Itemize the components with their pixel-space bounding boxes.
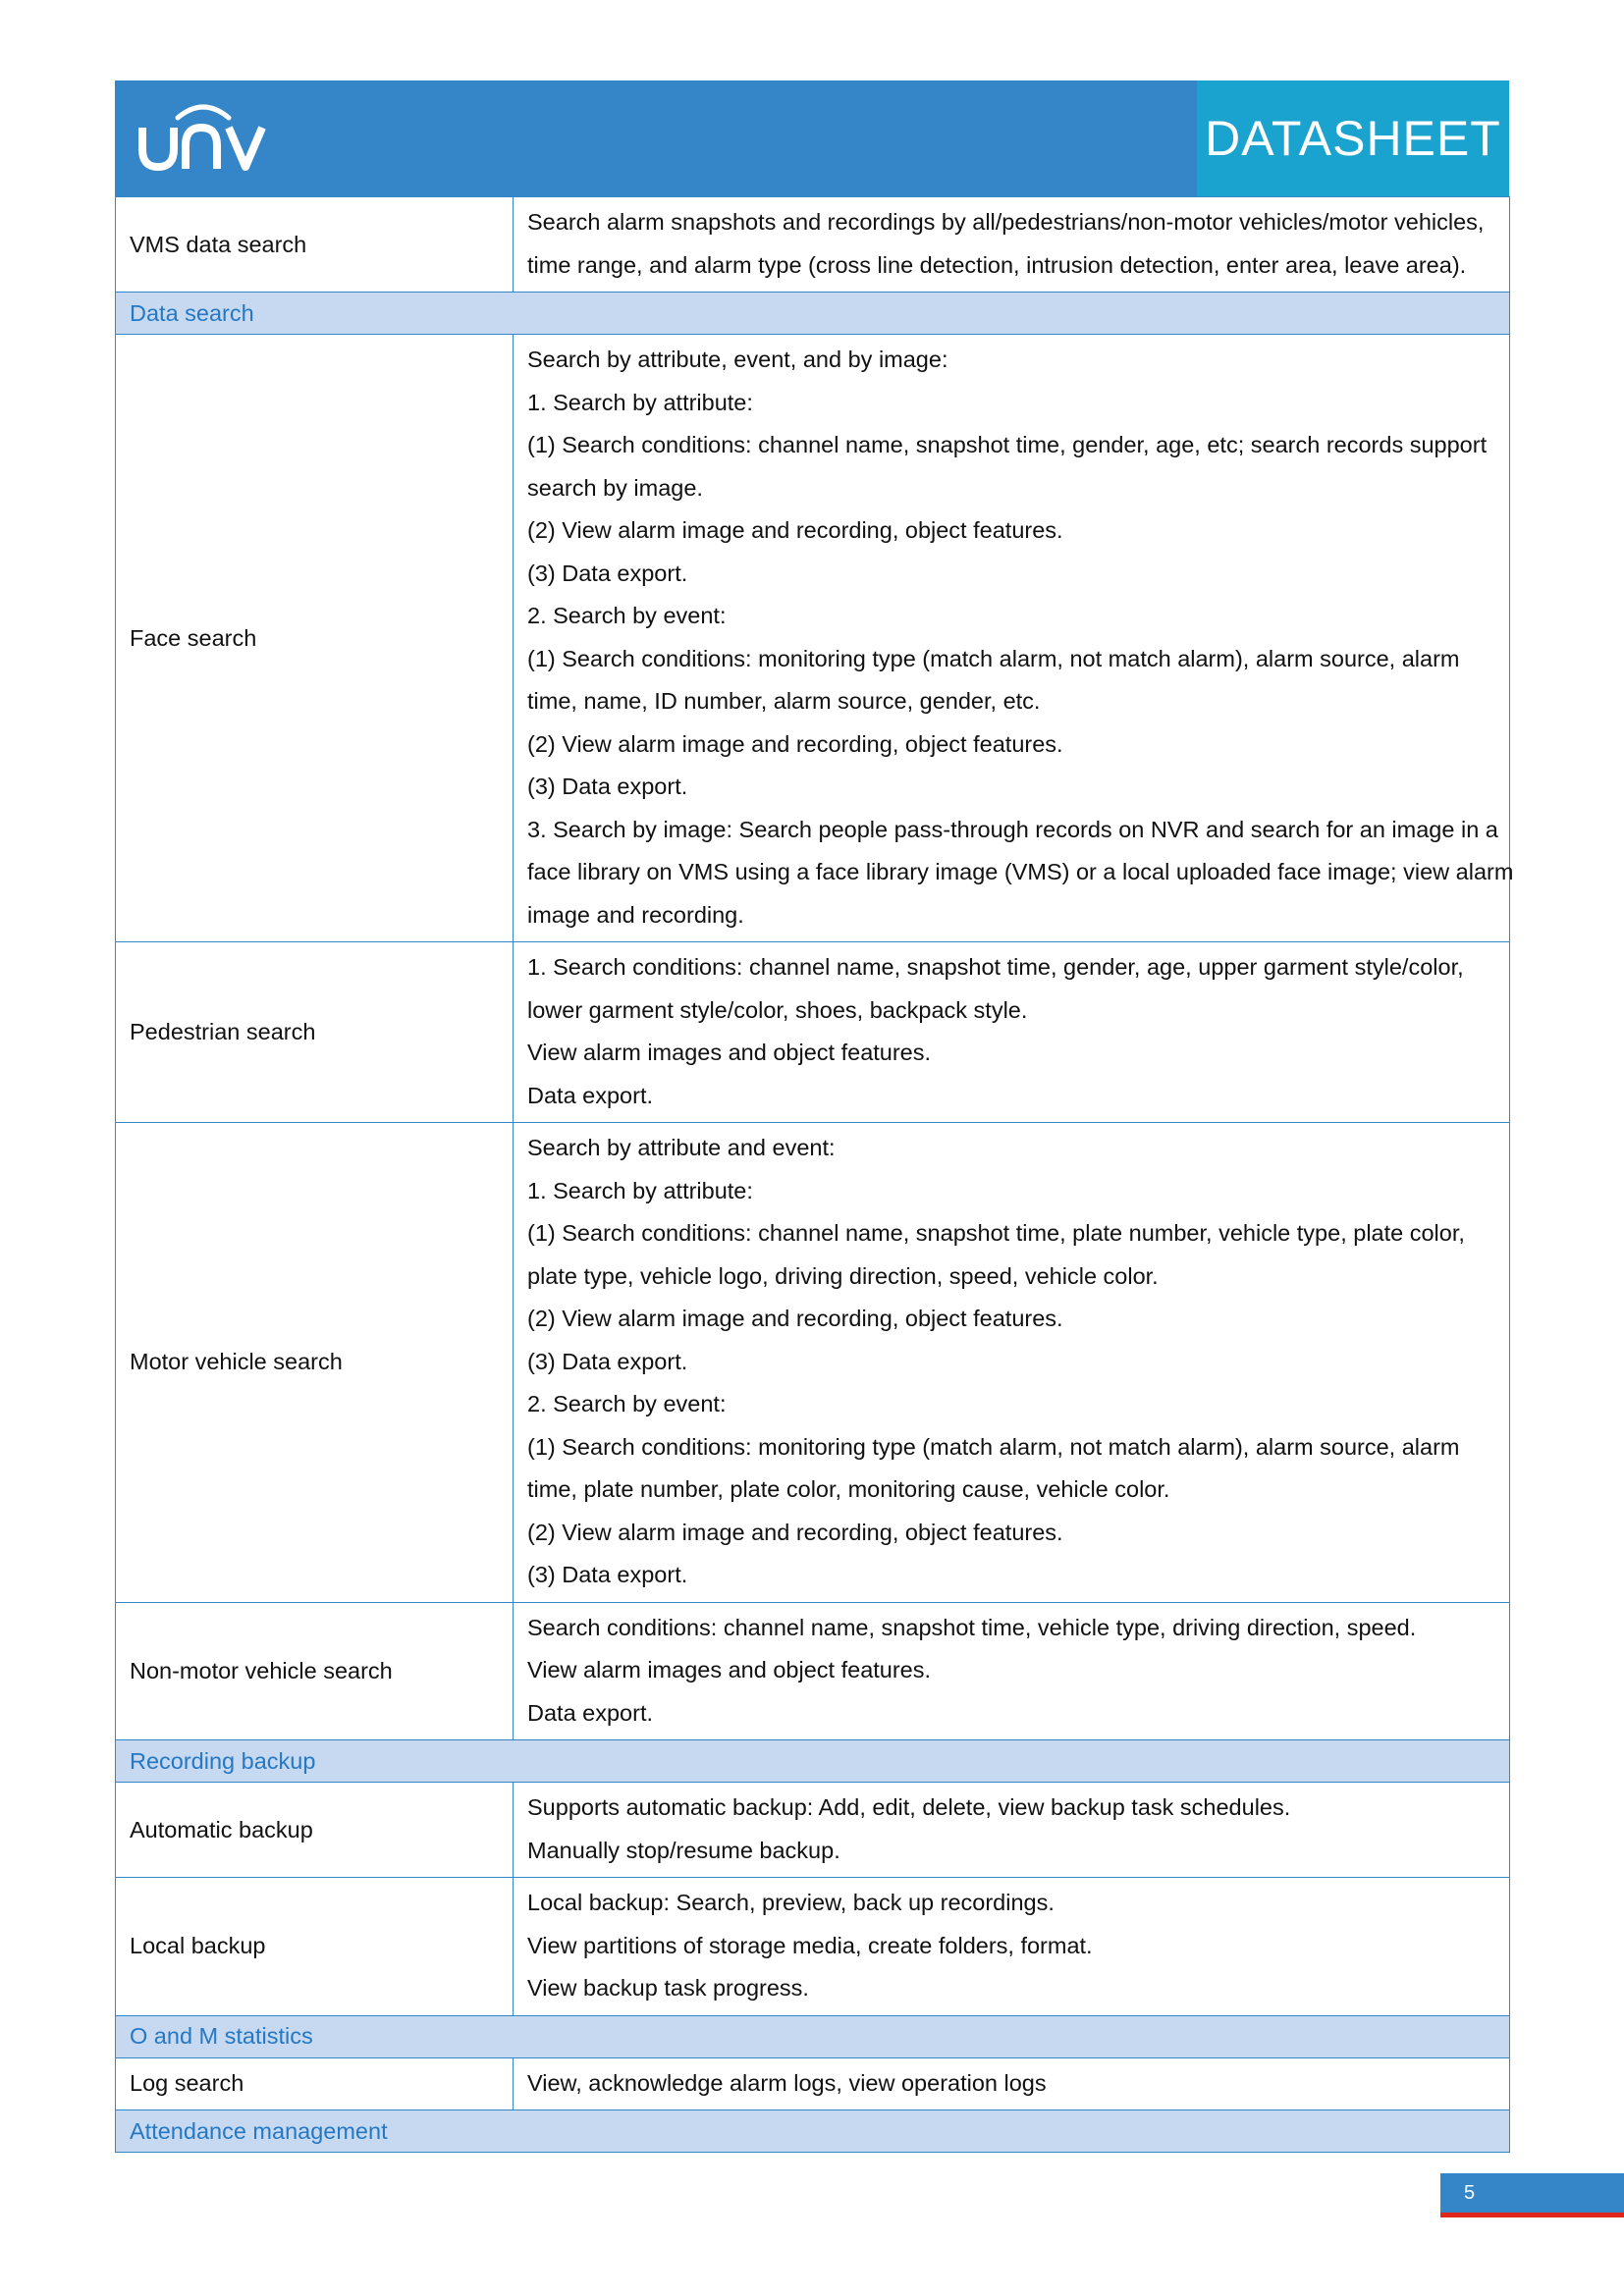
description-line: face library on VMS using a face library image (VMS) or a local uploaded face image; view alarm [527,859,1514,884]
description-line: 1. Search by attribute: [527,1177,753,1203]
description-line: lower garment style/color, shoes, backpack style. [527,996,1028,1023]
section-row [116,293,1510,335]
table-row [116,1878,1510,2016]
section-heading: Recording backup [116,1740,1510,1783]
description-line: search by image. [527,474,703,501]
description-line: time range, and alarm type (cross line detection, intrusion detection, enter area, leave area). [527,251,1467,278]
description-line: View partitions of storage media, create folders, format. [527,1932,1093,1958]
page-number-rule [1440,2213,1624,2217]
description-line: View alarm images and object features. [527,1040,932,1065]
description-line: (1) Search conditions: monitoring type (match alarm, not match alarm), alarm source, alarm [527,1433,1460,1460]
description-line: View backup task progress. [527,1975,809,2001]
table-row [116,335,1510,942]
description-line: 2. Search by event: [527,1391,727,1416]
description-line: time, plate number, plate color, monitoring cause, vehicle color. [527,1476,1170,1502]
section-row [116,2015,1510,2057]
section-row [116,1740,1510,1783]
description-line: 1. Search conditions: channel name, snapshot time, gender, age, upper garment style/color, [527,954,1464,980]
description-line: Search by attribute and event: [527,1135,836,1160]
description-line: 1. Search by attribute: [527,389,753,415]
feature-description [514,197,1510,293]
feature-label: Motor vehicle search [116,1123,514,1603]
datasheet-badge: DATASHEET [1197,80,1509,196]
feature-description [514,1878,1510,2016]
feature-label: Automatic backup [116,1783,514,1878]
description-line: time, name, ID number, alarm source, gender, etc. [527,688,1041,714]
unv-logo [135,98,272,177]
table-row [116,1783,1510,1878]
description-line: (1) Search conditions: monitoring type (match alarm, not match alarm), alarm source, alarm [527,645,1460,671]
section-heading: Attendance management [116,2110,1510,2153]
description-line: (3) Data export. [527,560,688,586]
description-line: Local backup: Search, preview, back up recordings. [527,1890,1055,1915]
description-line: (3) Data export. [527,1348,688,1374]
description-line: (1) Search conditions: channel name, snapshot time, plate number, vehicle type, plate color, [527,1220,1465,1246]
feature-description [514,1123,1510,1603]
table-row [116,197,1510,293]
page-number: 5 [1440,2173,1624,2213]
feature-description [514,1783,1510,1878]
description-line: 3. Search by image: Search people pass-through records on NVR and search for an image in a [527,816,1498,842]
description-line: (3) Data export. [527,1562,688,1587]
description-line: (2) View alarm image and recording, object features. [527,1519,1063,1545]
description-line: 2. Search by event: [527,603,727,628]
feature-description [514,2057,1510,2110]
description-line: View alarm images and object features. [527,1657,932,1682]
feature-label: Face search [116,335,514,942]
spec-table [115,196,1514,2153]
page-header [115,80,1509,196]
description-line: (3) Data export. [527,774,688,799]
description-line: View, acknowledge alarm logs, view operation logs [527,2069,1047,2096]
feature-label: Log search [116,2057,514,2110]
description-line: Search conditions: channel name, snapshot time, vehicle type, driving direction, speed. [527,1614,1417,1640]
section-heading: Data search [116,293,1510,335]
section-heading: O and M statistics [116,2015,1510,2057]
description-line: (1) Search conditions: channel name, snapshot time, gender, age, etc; search records support [527,432,1488,457]
feature-label: VMS data search [116,197,514,293]
feature-label: Local backup [116,1878,514,2016]
description-line: image and recording. [527,901,744,928]
description-line: Data export. [527,1082,654,1108]
table-row [116,2057,1510,2110]
description-line: Search alarm snapshots and recordings by all/pedestrians/non-motor vehicles/motor vehicles, [527,209,1485,235]
description-line: Search by attribute, event, and by image: [527,347,948,372]
feature-label: Pedestrian search [116,942,514,1123]
description-line: Supports automatic backup: Add, edit, delete, view backup task schedules. [527,1794,1291,1820]
table-row [116,1123,1510,1603]
description-line: (2) View alarm image and recording, object features. [527,517,1063,543]
table-row [116,1602,1510,1740]
description-line: (2) View alarm image and recording, object features. [527,1306,1063,1331]
description-line: Manually stop/resume backup. [527,1837,840,1863]
feature-description [514,335,1514,942]
description-line: plate type, vehicle logo, driving direction, speed, vehicle color. [527,1262,1159,1289]
description-line: (2) View alarm image and recording, object features. [527,730,1063,757]
feature-description [514,942,1510,1123]
feature-description [514,1602,1510,1740]
feature-label: Non-motor vehicle search [116,1602,514,1740]
description-line: Data export. [527,1699,654,1726]
table-row [116,942,1510,1123]
section-row [116,2110,1510,2153]
